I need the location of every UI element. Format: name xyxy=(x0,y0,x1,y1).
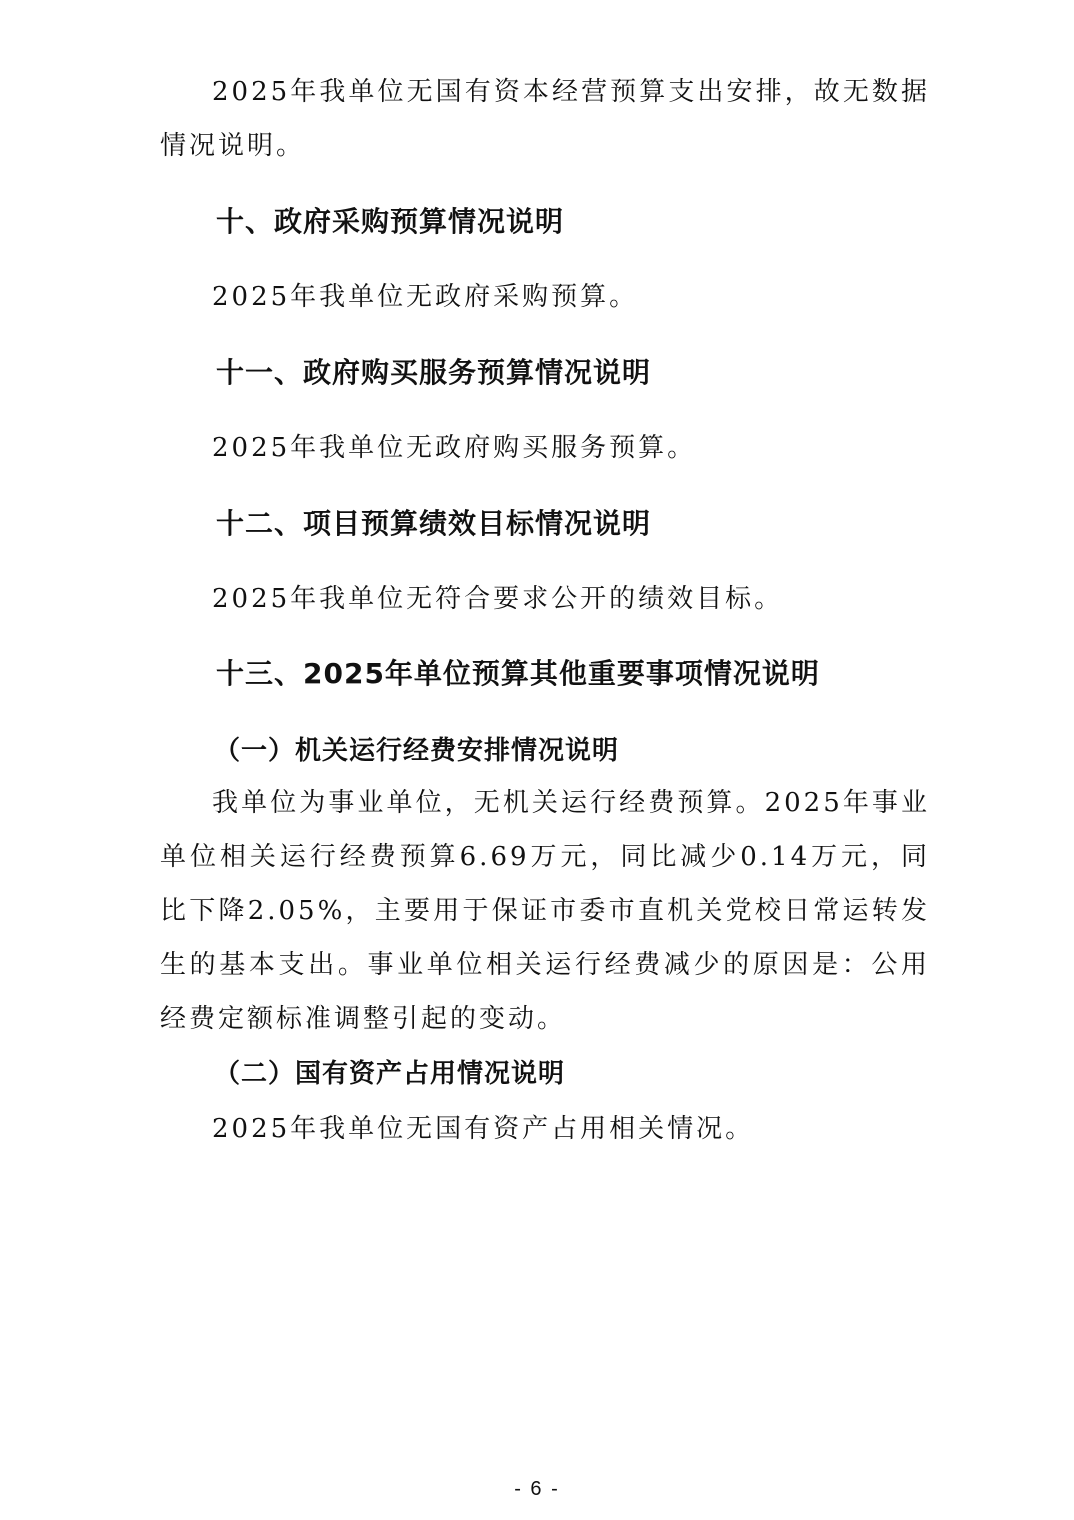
section-12-body: 2025年我单位无符合要求公开的绩效目标。 xyxy=(212,584,784,614)
section-10-body: 2025年我单位无政府采购预算。 xyxy=(212,282,639,312)
subsection-2-body: 2025年我单位无国有资产占用相关情况。 xyxy=(212,1114,755,1144)
subsection-2-heading: （二）国有资产占用情况说明 xyxy=(214,1059,566,1089)
intro-paragraph: 2025年我单位无国有资本经营预算支出安排，故无数据情况说明。 xyxy=(160,77,930,161)
subsection-1-heading: （一）机关运行经费安排情况说明 xyxy=(214,736,620,766)
page-number: - 6 - xyxy=(514,1478,560,1500)
section-11-heading: 十一、政府购买服务预算情况说明 xyxy=(216,356,652,389)
section-11-body: 2025年我单位无政府购买服务预算。 xyxy=(212,433,697,463)
section-13-heading: 十三、2025年单位预算其他重要事项情况说明 xyxy=(216,657,820,690)
subsection-1-body: 我单位为事业单位，无机关运行经费预算。2025年事业单位相关运行经费预算6.69万元，同比减少0.14万元，同比下降2.05%，主要用于保证市委市直机关党校日常运转发生的基本支出。事业单位相关运行经费减少的原因是：公用经费定额标准调整引起的变动。 xyxy=(160,788,930,1034)
section-12-heading: 十二、项目预算绩效目标情况说明 xyxy=(216,507,652,540)
section-10-heading: 十、政府采购预算情况说明 xyxy=(216,205,565,238)
